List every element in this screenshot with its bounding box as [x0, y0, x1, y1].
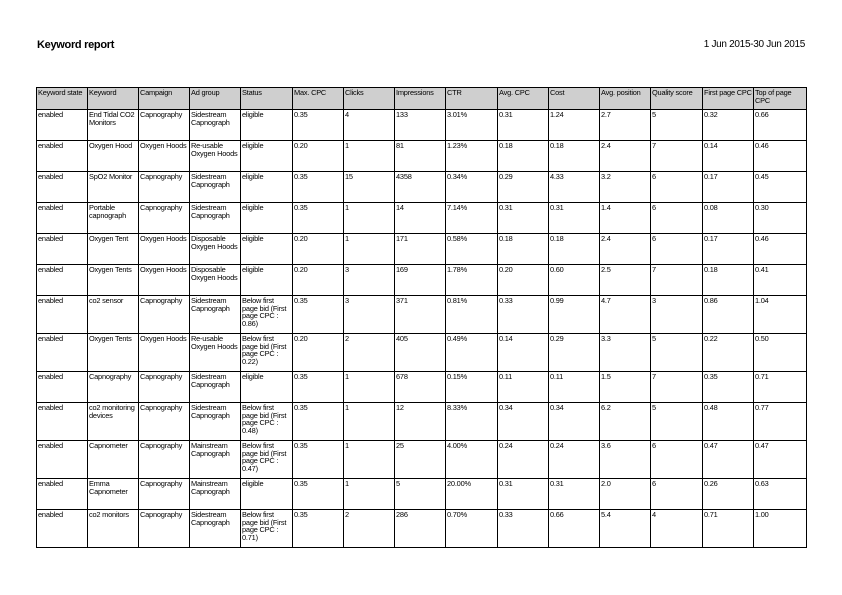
table-cell: 0.24	[498, 441, 549, 479]
table-cell: 2.7	[600, 110, 651, 141]
table-cell: 25	[395, 441, 446, 479]
table-cell: 4358	[395, 172, 446, 203]
table-cell: 0.17	[703, 172, 754, 203]
table-cell: 0.63	[754, 479, 807, 510]
table-cell: eligible	[241, 372, 293, 403]
table-cell: 0.35	[293, 296, 344, 334]
table-cell: Capnography	[139, 203, 190, 234]
table-cell: 3.6	[600, 441, 651, 479]
table-row	[37, 172, 807, 203]
table-cell: 169	[395, 265, 446, 296]
column-header: Ad group	[190, 88, 241, 110]
table-cell: 0.41	[754, 265, 807, 296]
table-cell: Capnography	[139, 372, 190, 403]
table-cell: Below first page bid (First page CPC : 0.71)	[241, 510, 293, 548]
table-cell: 0.20	[293, 265, 344, 296]
table-cell: 0.71	[754, 372, 807, 403]
table-cell: 0.08	[703, 203, 754, 234]
table-cell: 1	[344, 403, 395, 441]
table-cell: 7	[651, 372, 703, 403]
table-cell: Sidestream Capnograph	[190, 296, 241, 334]
table-cell: enabled	[37, 234, 88, 265]
table-cell: 14	[395, 203, 446, 234]
table-cell: 7.14%	[446, 203, 498, 234]
table-cell: 8.33%	[446, 403, 498, 441]
table-cell: enabled	[37, 372, 88, 403]
table-row	[37, 141, 807, 172]
table-cell: 0.17	[703, 234, 754, 265]
table-cell: Emma Capnometer	[88, 479, 139, 510]
table-cell: enabled	[37, 441, 88, 479]
table-cell: 0.47	[703, 441, 754, 479]
table-cell: Below first page bid (First page CPC : 0.48)	[241, 403, 293, 441]
table-cell: co2 monitors	[88, 510, 139, 548]
column-header: Status	[241, 88, 293, 110]
table-cell: 0.18	[498, 234, 549, 265]
table-cell: 3	[344, 265, 395, 296]
table-cell: 5	[651, 334, 703, 372]
table-cell: 0.66	[754, 110, 807, 141]
column-header: Keyword state	[37, 88, 88, 110]
column-header: Impressions	[395, 88, 446, 110]
table-cell: 0.14	[498, 334, 549, 372]
table-cell: 1	[344, 141, 395, 172]
table-cell: Disposable Oxygen Hoods	[190, 234, 241, 265]
table-row	[37, 265, 807, 296]
table-cell: 5.4	[600, 510, 651, 548]
table-cell: 0.47	[754, 441, 807, 479]
table-cell: 3.2	[600, 172, 651, 203]
table-cell: 0.20	[293, 234, 344, 265]
table-cell: 678	[395, 372, 446, 403]
table-cell: Re-usable Oxygen Hoods	[190, 334, 241, 372]
table-cell: 0.24	[549, 441, 600, 479]
table-cell: Sidestream Capnograph	[190, 510, 241, 548]
table-cell: 0.33	[498, 510, 549, 548]
table-cell: enabled	[37, 110, 88, 141]
column-header: Avg. CPC	[498, 88, 549, 110]
table-cell: 0.86	[703, 296, 754, 334]
table-cell: 0.66	[549, 510, 600, 548]
table-cell: 0.99	[549, 296, 600, 334]
table-cell: 0.77	[754, 403, 807, 441]
table-cell: 0.49%	[446, 334, 498, 372]
table-cell: 371	[395, 296, 446, 334]
table-cell: Below first page bid (First page CPC : 0.86)	[241, 296, 293, 334]
table-cell: 6	[651, 234, 703, 265]
table-cell: Sidestream Capnograph	[190, 372, 241, 403]
table-cell: 0.18	[498, 141, 549, 172]
header-row	[37, 88, 807, 110]
table-cell: 5	[395, 479, 446, 510]
table-cell: Capnography	[139, 403, 190, 441]
table-cell: 20.00%	[446, 479, 498, 510]
table-cell: 15	[344, 172, 395, 203]
table-cell: Mainstream Capnograph	[190, 441, 241, 479]
table-cell: 0.29	[498, 172, 549, 203]
table-cell: 0.50	[754, 334, 807, 372]
table-cell: 0.46	[754, 234, 807, 265]
table-cell: Capnometer	[88, 441, 139, 479]
table-cell: eligible	[241, 172, 293, 203]
table-cell: 0.30	[754, 203, 807, 234]
table-cell: 4.7	[600, 296, 651, 334]
table-cell: 405	[395, 334, 446, 372]
table-cell: Capnography	[139, 510, 190, 548]
table-row	[37, 203, 807, 234]
table-cell: enabled	[37, 296, 88, 334]
table-cell: Capnography	[139, 479, 190, 510]
table-cell: Below first page bid (First page CPC : 0.22)	[241, 334, 293, 372]
table-cell: 0.22	[703, 334, 754, 372]
table-cell: 1.00	[754, 510, 807, 548]
table-cell: 0.33	[498, 296, 549, 334]
table-cell: Mainstream Capnograph	[190, 479, 241, 510]
table-cell: Disposable Oxygen Hoods	[190, 265, 241, 296]
table-cell: 2	[344, 334, 395, 372]
table-row	[37, 403, 807, 441]
table-cell: 0.35	[293, 441, 344, 479]
column-header: Clicks	[344, 88, 395, 110]
column-header: Top of page CPC	[754, 88, 807, 110]
report-date-range: 1 Jun 2015-30 Jun 2015	[703, 39, 805, 50]
table-cell: 2.0	[600, 479, 651, 510]
report-title: Keyword report	[37, 39, 115, 51]
table-cell: Oxygen Tents	[88, 334, 139, 372]
table-cell: 0.46	[754, 141, 807, 172]
table-cell: 0.35	[293, 403, 344, 441]
table-cell: 0.15%	[446, 372, 498, 403]
table-cell: SpO2 Monitor	[88, 172, 139, 203]
table-cell: 0.35	[703, 372, 754, 403]
table-cell: 12	[395, 403, 446, 441]
table-cell: 0.35	[293, 172, 344, 203]
table-cell: eligible	[241, 203, 293, 234]
table-cell: 0.35	[293, 479, 344, 510]
table-cell: 0.31	[549, 203, 600, 234]
table-cell: 4	[344, 110, 395, 141]
table-cell: 1.78%	[446, 265, 498, 296]
table-cell: 3	[651, 296, 703, 334]
table-cell: 2	[344, 510, 395, 548]
table-cell: 0.35	[293, 110, 344, 141]
table-cell: 7	[651, 265, 703, 296]
table-cell: 1	[344, 372, 395, 403]
table-cell: 0.31	[498, 203, 549, 234]
table-cell: Oxygen Hoods	[139, 334, 190, 372]
table-cell: 2.4	[600, 234, 651, 265]
table-cell: enabled	[37, 141, 88, 172]
table-cell: 0.18	[549, 234, 600, 265]
table-cell: 0.70%	[446, 510, 498, 548]
column-header: Cost	[549, 88, 600, 110]
table-cell: 0.34%	[446, 172, 498, 203]
table-cell: co2 monitoring devices	[88, 403, 139, 441]
table-cell: 0.35	[293, 510, 344, 548]
table-row	[37, 510, 807, 548]
table-row	[37, 334, 807, 372]
table-row	[37, 234, 807, 265]
table-cell: eligible	[241, 479, 293, 510]
table-cell: 0.11	[549, 372, 600, 403]
table-cell: 6	[651, 203, 703, 234]
keyword-report-table	[36, 87, 807, 548]
table-cell: 0.58%	[446, 234, 498, 265]
table-cell: 6	[651, 441, 703, 479]
table-cell: enabled	[37, 403, 88, 441]
table-cell: 1.4	[600, 203, 651, 234]
column-header: Keyword	[88, 88, 139, 110]
table-cell: Oxygen Hoods	[139, 141, 190, 172]
table-body	[37, 110, 807, 548]
table-cell: End Tidal CO2 Monitors	[88, 110, 139, 141]
table-cell: eligible	[241, 234, 293, 265]
table-cell: Capnography	[139, 110, 190, 141]
table-cell: Oxygen Tents	[88, 265, 139, 296]
table-cell: 6	[651, 479, 703, 510]
table-cell: 3.01%	[446, 110, 498, 141]
table-cell: enabled	[37, 334, 88, 372]
table-cell: 0.31	[498, 479, 549, 510]
column-header: Campaign	[139, 88, 190, 110]
table-header	[37, 88, 807, 110]
table-row	[37, 441, 807, 479]
table-cell: 133	[395, 110, 446, 141]
table-cell: Capnography	[139, 172, 190, 203]
table-cell: 0.14	[703, 141, 754, 172]
table-cell: 0.60	[549, 265, 600, 296]
table-cell: 0.18	[549, 141, 600, 172]
table-cell: 6.2	[600, 403, 651, 441]
table-cell: 0.20	[293, 141, 344, 172]
table-cell: 1.23%	[446, 141, 498, 172]
table-cell: 0.34	[498, 403, 549, 441]
table-cell: Below first page bid (First page CPC : 0.47)	[241, 441, 293, 479]
table-cell: Sidestream Capnograph	[190, 110, 241, 141]
table-cell: Oxygen Hood	[88, 141, 139, 172]
table-row	[37, 296, 807, 334]
table-cell: 1	[344, 479, 395, 510]
table-cell: Portable capnograph	[88, 203, 139, 234]
table-cell: 5	[651, 110, 703, 141]
column-header: CTR	[446, 88, 498, 110]
table-cell: Oxygen Hoods	[139, 265, 190, 296]
table-cell: Sidestream Capnograph	[190, 172, 241, 203]
table-cell: enabled	[37, 265, 88, 296]
table-cell: 0.45	[754, 172, 807, 203]
table-cell: enabled	[37, 479, 88, 510]
table-cell: 1	[344, 203, 395, 234]
table-cell: 7	[651, 141, 703, 172]
table-cell: enabled	[37, 203, 88, 234]
table-cell: 3.3	[600, 334, 651, 372]
table-cell: 1	[344, 441, 395, 479]
table-cell: 0.32	[703, 110, 754, 141]
table-cell: 81	[395, 141, 446, 172]
table-cell: 2.5	[600, 265, 651, 296]
table-cell: 0.81%	[446, 296, 498, 334]
table-cell: co2 sensor	[88, 296, 139, 334]
table-cell: Oxygen Tent	[88, 234, 139, 265]
table-cell: 5	[651, 403, 703, 441]
table-cell: 1.5	[600, 372, 651, 403]
table-cell: Sidestream Capnograph	[190, 203, 241, 234]
column-header: First page CPC	[703, 88, 754, 110]
column-header: Max. CPC	[293, 88, 344, 110]
table-cell: 3	[344, 296, 395, 334]
table-cell: enabled	[37, 172, 88, 203]
table-cell: 0.48	[703, 403, 754, 441]
table-cell: eligible	[241, 110, 293, 141]
column-header: Avg. position	[600, 88, 651, 110]
table-cell: Capnography	[139, 441, 190, 479]
table-cell: Oxygen Hoods	[139, 234, 190, 265]
table-cell: 1.24	[549, 110, 600, 141]
table-row	[37, 479, 807, 510]
table-cell: Re-usable Oxygen Hoods	[190, 141, 241, 172]
table-cell: 286	[395, 510, 446, 548]
table-row	[37, 372, 807, 403]
table-cell: 0.26	[703, 479, 754, 510]
table-cell: 2.4	[600, 141, 651, 172]
table-cell: Sidestream Capnograph	[190, 403, 241, 441]
table-cell: 6	[651, 172, 703, 203]
table-cell: enabled	[37, 510, 88, 548]
table-cell: 0.11	[498, 372, 549, 403]
table-cell: 0.35	[293, 372, 344, 403]
table-cell: 0.29	[549, 334, 600, 372]
table-cell: 0.31	[498, 110, 549, 141]
table-cell: 4.00%	[446, 441, 498, 479]
table-row	[37, 110, 807, 141]
table-cell: 4.33	[549, 172, 600, 203]
table-cell: 0.34	[549, 403, 600, 441]
table-cell: Capnography	[139, 296, 190, 334]
table-cell: 0.20	[293, 334, 344, 372]
table-cell: 0.31	[549, 479, 600, 510]
table-cell: eligible	[241, 141, 293, 172]
table-cell: 4	[651, 510, 703, 548]
table-cell: 0.71	[703, 510, 754, 548]
table-cell: 0.35	[293, 203, 344, 234]
table-cell: eligible	[241, 265, 293, 296]
table-cell: 1.04	[754, 296, 807, 334]
table-cell: 171	[395, 234, 446, 265]
table-cell: Capnography	[88, 372, 139, 403]
table-cell: 1	[344, 234, 395, 265]
column-header: Quality score	[651, 88, 703, 110]
table-cell: 0.18	[703, 265, 754, 296]
table-cell: 0.20	[498, 265, 549, 296]
